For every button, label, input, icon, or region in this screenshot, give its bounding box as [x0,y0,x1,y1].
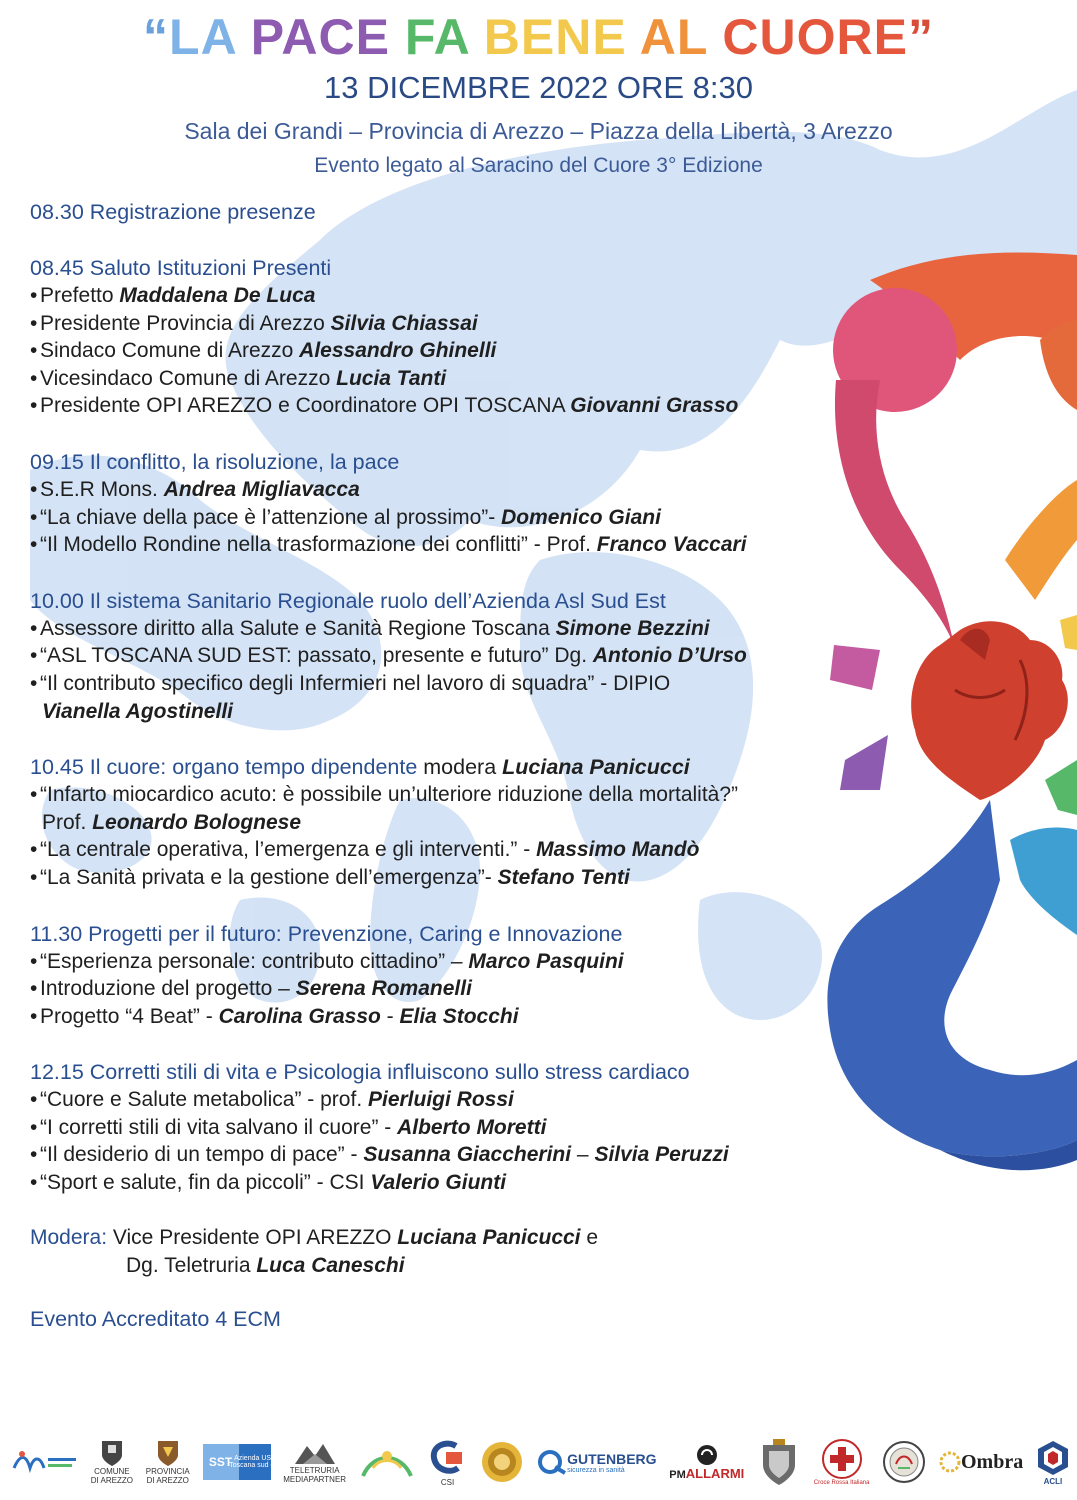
crest-logo [757,1434,801,1490]
program-item [30,864,850,892]
program-item-text: – [571,1143,595,1167]
speaker-name: Alessandro Ghinelli [299,339,497,363]
program-item [30,781,850,809]
program-item [30,476,850,504]
section-heading-text: 08.30 Registrazione presenze [30,200,316,224]
event-date: 13 DICEMBRE 2022 ORE 8:30 [323,70,754,105]
bullet-icon: • [30,1004,38,1028]
program-item-text: “Sport e salute, fin da piccoli” - CSI [40,1171,371,1195]
bullet-icon: • [30,311,38,335]
bullet-icon: • [30,977,38,1001]
bullet-icon: • [30,505,38,529]
bullet-icon: • [30,366,38,390]
moderator-name: Luciana Panicucci [397,1226,581,1249]
seal-logo [480,1434,524,1490]
program-section [30,587,850,725]
speaker-name: Giovanni Grasso [570,394,739,418]
program-item [30,392,850,420]
section-heading [30,448,850,476]
speaker-name: Pierluigi Rossi [367,1088,514,1112]
moderators-text: Dg. Teletruria [126,1254,257,1277]
section-heading-extra: modera [417,755,503,780]
program-item [30,1141,850,1169]
speaker-name: Franco Vaccari [596,533,747,557]
speaker-name: Valerio Giunti [370,1171,507,1195]
event-title [0,8,1077,66]
speaker-name: Antonio D’Urso [592,644,747,668]
program-item [30,670,850,698]
bullet-icon: • [30,339,38,363]
title-part: ” [907,9,934,65]
program-item-text: “La Sanità privata e la gestione dell’emergenza”- [40,865,498,889]
bullet-icon: • [30,671,38,695]
pm-allarmi-logo: PM ALLARMI [669,1434,744,1490]
program-item-text: “La centrale operativa, l’emergenza e gli interventi.” - [40,838,537,862]
event-note: Evento legato al Saracino del Cuore 3° Edizione [314,154,763,177]
moderators [30,1224,598,1280]
program-section [30,448,850,559]
section-heading [30,198,850,226]
comune-arezzo-logo: COMUNE DI AREZZO [91,1434,133,1490]
title-part: BENE [483,9,640,65]
section-heading [30,753,850,781]
program-item-text: “Il Modello Rondine nella trasformazione dei conflitti” - Prof. [40,533,597,557]
speaker-name: Silvia Chiassai [330,311,478,335]
section-heading-text: 09.15 Il conflitto, la risoluzione, la pace [30,449,400,474]
program-section [30,254,850,420]
ombra-logo: Ombra [939,1434,1023,1490]
bullet-icon: • [30,644,38,668]
bullet-icon: • [30,838,38,862]
section-heading [30,587,850,615]
program-list [30,198,850,1225]
program-item-text: Sindaco Comune di Arezzo [40,339,300,363]
teletruria-logo: TELETRURIA MEDIAPARTNER [283,1434,346,1490]
section-heading-text: 12.15 Corretti stili di vita e Psicologia influiscono sullo stress cardiaco [30,1060,690,1085]
section-moderator-name: Luciana Panicucci [502,755,690,780]
ecm-accreditation: Evento Accreditato 4 ECM [30,1307,281,1331]
speaker-name: Stefano Tenti [497,865,630,889]
title-part: FA [404,9,484,65]
speaker-name: Serena Romanelli [295,977,472,1001]
program-item [30,1169,850,1197]
heart-figure [827,253,1077,1171]
program-item-text: S.E.R Mons. [40,477,164,501]
program-item [30,337,850,365]
moderator-name: Luca Caneschi [256,1254,405,1277]
program-item [30,975,850,1003]
program-item-text: Prof. [42,810,93,834]
program-item-text: Prefetto [40,284,120,307]
program-item [30,948,850,976]
program-item-text: “Il contributo specifico degli Infermieri nel lavoro di squadra” - DIPIO [40,671,671,695]
centro-logo [359,1434,415,1490]
speaker-name: Domenico Giani [501,505,661,529]
bullet-icon: • [30,394,38,418]
bullet-icon: • [30,1143,38,1167]
title-part: PACE [250,9,405,65]
program-item [30,504,850,532]
program-item-text: “La chiave della pace è l’attenzione al prossimo”- [40,505,502,529]
moderators-tail: e [580,1226,599,1249]
speaker-name: Alberto Moretti [397,1115,547,1139]
program-item [30,642,850,670]
section-heading-text: 08.45 Saluto Istituzioni Presenti [30,256,332,280]
program-item-text: “Cuore e Salute metabolica” - prof. [40,1088,368,1112]
title-part: AL [639,9,723,65]
round-logo [882,1434,926,1490]
section-heading-text: 11.30 Progetti per il futuro: Prevenzione, Caring e Innovazione [30,921,623,946]
program-item-text: Progetto “4 Beat” - [40,1004,219,1028]
section-heading [30,1058,850,1086]
croce-rossa-logo: Croce Rossa Italiana [814,1434,870,1490]
speaker-name: Leonardo Bolognese [92,810,302,834]
program-item-text: Assessore diritto alla Salute e Sanità Regione Toscana [40,616,556,640]
speaker-name: Vianella Agostinelli [42,699,233,723]
speaker-name: Silvia Peruzzi [594,1143,729,1167]
program-item-text: Vicesindaco Comune di Arezzo [40,366,337,390]
program-item-text: “Infarto miocardico acuto: è possibile un’ulteriore riduzione della mortalità?” [40,783,739,807]
speaker-name: Simone Bezzini [555,616,710,640]
acli-logo: ACLI [1036,1434,1070,1490]
program-item [30,531,850,559]
moderators-text: Vice Presidente OPI AREZZO [107,1226,398,1249]
bullet-icon: • [30,1171,38,1195]
program-item-text: “ASL TOSCANA SUD EST: passato, presente e futuro” Dg. [40,644,593,668]
program-item [30,809,850,837]
bullet-icon: • [30,1115,38,1139]
gutenberg-logo: GUTENBERG sicurezza in sanità [537,1434,656,1490]
speaker-name: Susanna Giaccherini [363,1143,572,1167]
program-section [30,920,850,1031]
program-item-text: “Il desiderio di un tempo di pace” - [40,1143,364,1167]
program-item [30,836,850,864]
title-part: “ [143,9,170,65]
program-item [30,282,850,310]
usl-toscana-logo: SST Azienda USL Toscana sud est [203,1434,271,1490]
program-item-text: “I corretti stili di vita salvano il cuore” - [40,1115,398,1139]
section-heading-text: 10.00 Il sistema Sanitario Regionale ruolo dell’Azienda Asl Sud Est [30,588,666,613]
program-item-text: - [380,1004,400,1028]
bullet-icon: • [30,865,38,889]
title-part: LA [169,9,251,65]
program-item [30,1114,850,1142]
program-item [30,698,850,726]
speaker-name: Maddalena De Luca [119,284,316,307]
speaker-name: Lucia Tanti [336,366,447,390]
title-part: CUORE [722,9,908,65]
program-item [30,615,850,643]
speaker-name: Marco Pasquini [468,949,624,973]
bullet-icon: • [30,533,38,557]
program-section [30,753,850,891]
bullet-icon: • [30,616,38,640]
speaker-name: Massimo Mandò [536,838,700,862]
program-section [30,198,850,226]
speaker-name: Carolina Grasso [218,1004,381,1028]
program-item [30,1003,850,1031]
program-item-text: Presidente OPI AREZZO e Coordinatore OPI TOSCANA [40,394,571,418]
bullet-icon: • [30,783,38,807]
program-item-text: Introduzione del progetto – [40,977,296,1001]
csi-logo: CSI [428,1434,468,1490]
moderators-label: Modera: [30,1226,108,1249]
program-section [30,1058,850,1196]
program-item [30,310,850,338]
speaker-name: Andrea Migliavacca [163,477,360,501]
bullet-icon: • [30,1088,38,1112]
event-venue: Sala dei Grandi – Provincia di Arezzo – Piazza della Libertà, 3 Arezzo [184,118,893,144]
section-heading-text: 10.45 Il cuore: organo tempo dipendente [30,755,418,780]
provincia-arezzo-logo: PROVINCIA DI AREZZO [146,1434,190,1490]
bullet-icon: • [30,284,38,307]
program-item-text: Presidente Provincia di Arezzo [40,311,331,335]
rete-logo [10,1434,78,1490]
section-heading [30,920,850,948]
program-item [30,365,850,393]
bullet-icon: • [30,949,38,973]
sponsor-logos [10,1432,1070,1492]
bullet-icon: • [30,477,38,501]
program-item-text: “Esperienza personale: contributo cittadino” – [40,949,469,973]
section-heading [30,254,850,282]
speaker-name: Elia Stocchi [399,1004,519,1028]
program-item [30,1086,850,1114]
